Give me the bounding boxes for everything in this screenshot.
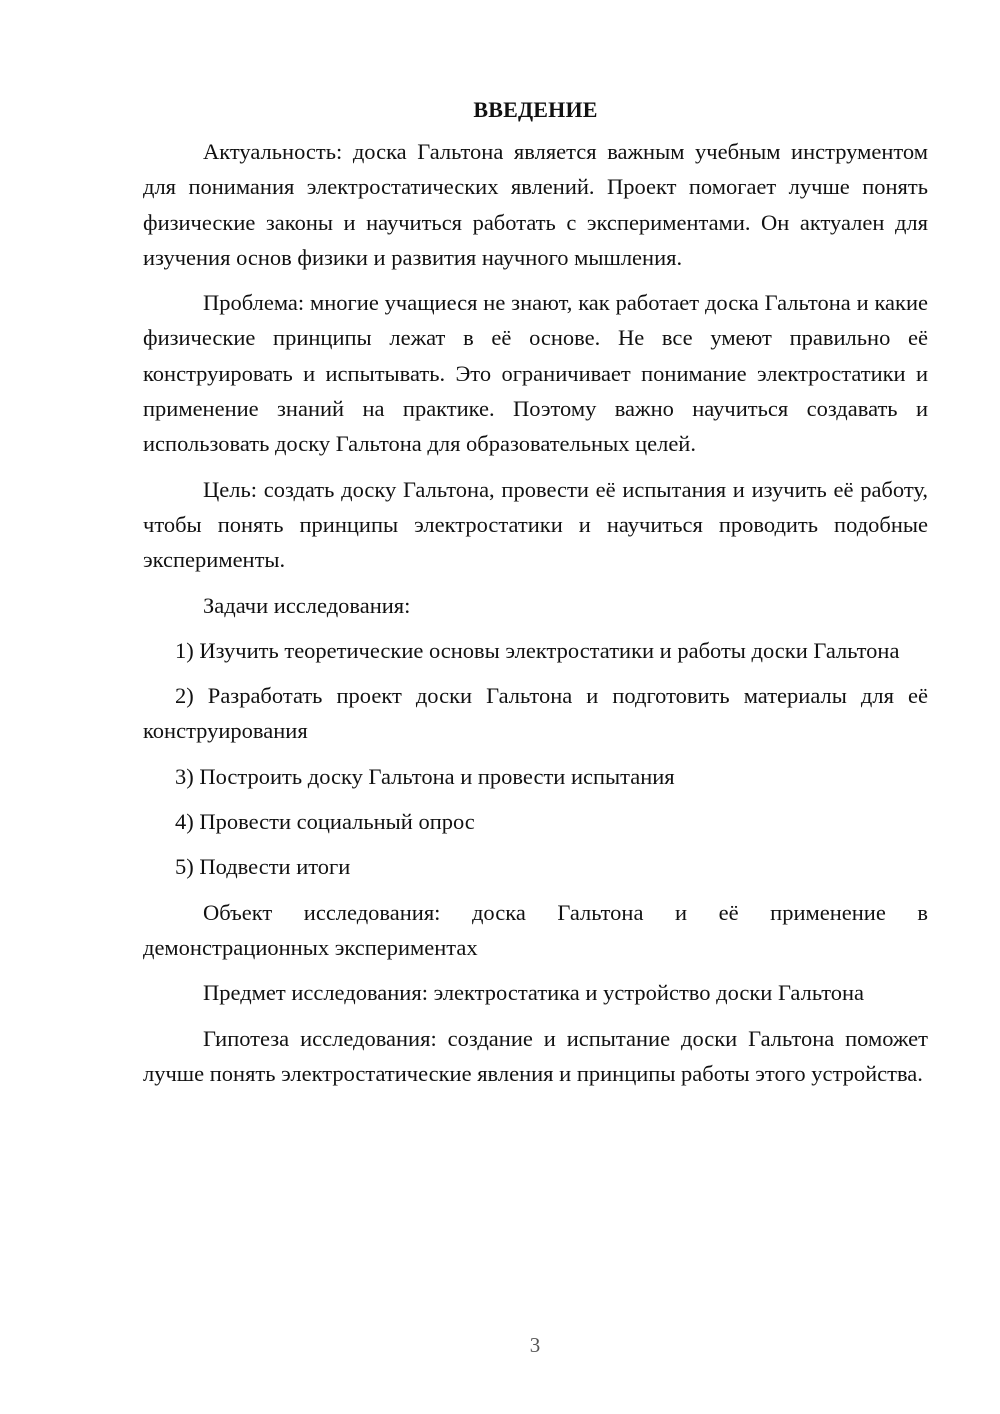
paragraph-hypothesis: Гипотеза исследования: создание и испытание доски Гальтона поможет лучше понять электростатические явления и принципы работы этого устройства. bbox=[143, 1025, 928, 1086]
task-item-2: 2) Разработать проект доски Гальтона и подготовить материалы для её конструирования bbox=[143, 683, 928, 744]
task-item-4: 4) Провести социальный опрос bbox=[175, 809, 475, 835]
paragraph-goal: Цель: создать доску Гальтона, провести её испытания и изучить её работу, чтобы понять принципы электростатики и научиться проводить подобные эксперименты. bbox=[143, 476, 928, 573]
section-heading: ВВЕДЕНИЕ bbox=[473, 97, 598, 122]
tasks-title: Задачи исследования: bbox=[203, 592, 411, 618]
task-item-1: 1) Изучить теоретические основы электростатики и работы доски Гальтона bbox=[175, 637, 900, 663]
page-content bbox=[143, 92, 928, 1101]
paragraph-relevance: Актуальность: доска Гальтона является важным учебным инструментом для понимания электростатических явлений. Проект помогает лучше понять физические законы и научиться работать с экспериментами. Он актуален для изучения основ физики и развития научного мышления. bbox=[143, 139, 928, 270]
paragraph-object: Объект исследования: доска Гальтона и её применение в демонстрационных экспериментах bbox=[143, 899, 928, 960]
task-item-5: 5) Подвести итоги bbox=[175, 854, 351, 880]
page-number: 3 bbox=[529, 1333, 541, 1357]
tasks-list bbox=[143, 633, 928, 885]
paragraph-problem: Проблема: многие учащиеся не знают, как работает доска Гальтона и какие физические принципы лежат в её основе. Не все умеют правильно её конструировать и испытывать. Это ограничивает понимание электростатики и применение знаний на практике. Поэтому важно научиться создавать и использовать доску Гальтона для образовательных целей. bbox=[143, 290, 928, 457]
task-item-3: 3) Построить доску Гальтона и провести испытания bbox=[175, 763, 675, 789]
paragraph-subject: Предмет исследования: электростатика и устройство доски Гальтона bbox=[203, 980, 865, 1006]
